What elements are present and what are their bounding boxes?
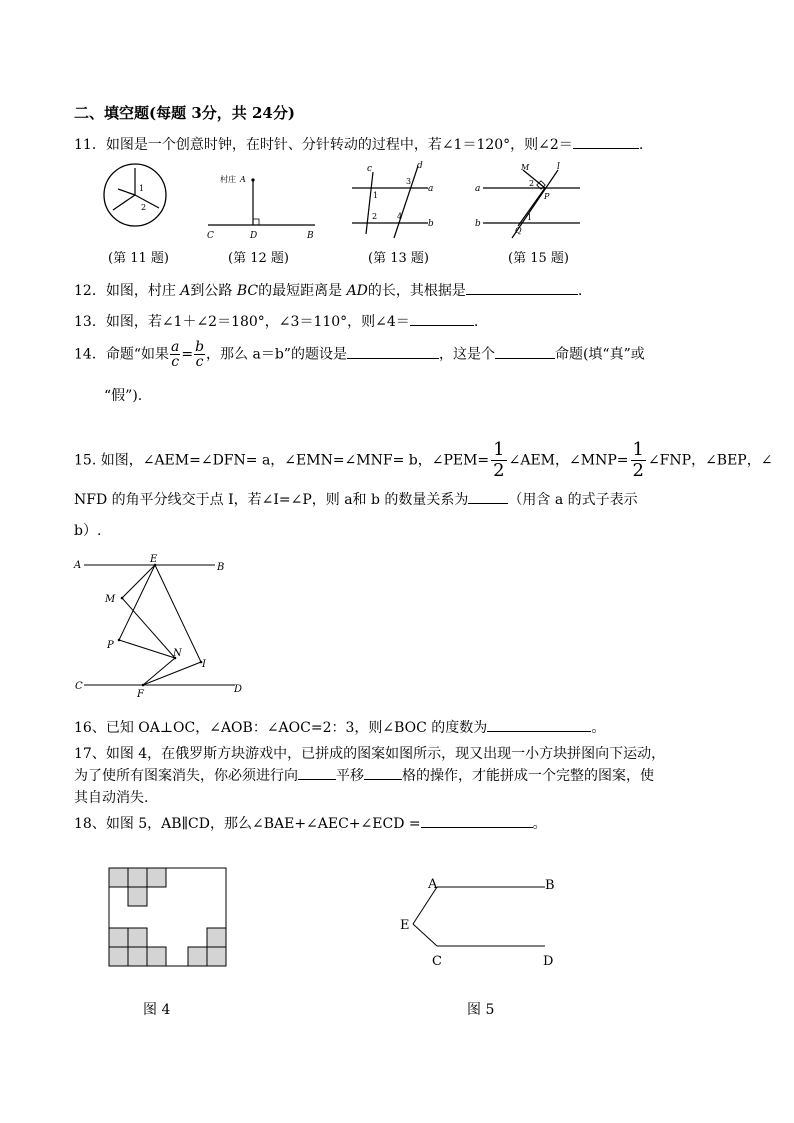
fig5-label-C: C (432, 954, 442, 969)
q17-line2a: 为了使所有图案消失，你必须进行向 (74, 768, 298, 784)
q11-answer-blank[interactable] (573, 134, 639, 149)
question-14 (74, 340, 645, 369)
fig5-label-D: D (543, 954, 554, 969)
question-11 (74, 134, 643, 154)
question-13 (74, 311, 478, 331)
q14-equals: = (181, 346, 194, 363)
q12-road-BC: BC (236, 283, 259, 299)
fig13-label-a: a (428, 184, 434, 194)
q15-line1c: ∠FNP，∠BEP，∠ (647, 452, 773, 469)
fig13-label-c: c (367, 164, 373, 174)
fig11-caption: (第 11 题) (108, 251, 169, 266)
fig12-label-C: C (207, 231, 214, 241)
fig13-label-3: 3 (406, 177, 412, 186)
fig13-label-4: 4 (397, 212, 403, 221)
fig15-caption: (第 15 题) (508, 251, 569, 266)
question-12 (74, 280, 582, 300)
question-17-line1: 17、如图 4，在俄罗斯方块游戏中，已拼成的图案如图所示，现又出现一小方块拼图向下运动， (74, 746, 666, 762)
fig12-village: 村庄 (220, 175, 236, 184)
clock-figure (104, 164, 166, 226)
fig13-caption: (第 13 题) (368, 251, 429, 266)
q15-line1a: 15. 如图，∠AEM=∠DFN= a，∠EMN=∠MNF= b，∠PEM= (74, 452, 490, 469)
q15fig-label-M: M (105, 594, 116, 605)
q15fig-label-B: B (217, 562, 225, 573)
fig5-label-E: E (400, 918, 410, 933)
q15fig-label-P: P (107, 640, 114, 651)
q16-text: 16、已知 OA⊥OC，∠AOB：∠AOC=2：3，则∠BOC 的度数为 (74, 720, 488, 736)
q15fig-label-E: E (150, 554, 158, 565)
q18-end: 。 (532, 816, 547, 832)
fig11-label-1: 1 (139, 184, 145, 193)
q15-answer-blank[interactable] (468, 489, 508, 504)
fig12-caption: (第 12 题) (228, 251, 289, 266)
fig15-label-1: 1 (527, 213, 533, 222)
fig15-label-P: P (544, 192, 550, 201)
q11-end: . (638, 137, 644, 153)
q16-end: 。 (591, 720, 606, 736)
q12-pre: 12．如图，村庄 (74, 283, 181, 299)
q18-text: 18、如图 5，AB∥CD，那么∠BAE+∠AEC+∠ECD = (74, 816, 421, 832)
parallel-figure-5 (395, 872, 565, 972)
fig15-label-l: l (557, 162, 560, 172)
fig12-label-D: D (250, 231, 258, 241)
q15-line1b: ∠AEM，∠MNP= (508, 452, 629, 469)
q14-line2: “假”). (104, 388, 143, 404)
q17-direction-blank[interactable] (298, 765, 336, 780)
q15-line2b: （用含 a 的式子表示 (508, 492, 638, 508)
q12-answer-blank[interactable] (466, 280, 578, 295)
q17-count-blank[interactable] (364, 765, 402, 780)
fig15-label-2: 2 (529, 179, 535, 188)
q13-text: 13．如图，若∠1＋∠2＝180°，∠3＝110°，则∠4＝ (74, 314, 410, 330)
fig13-label-b: b (428, 219, 434, 229)
question-16 (74, 717, 605, 737)
q14-fraction-a-over-c: $\frac{a}{c}$ (170, 339, 180, 370)
fig13-label-d: d (417, 161, 423, 171)
fig5-label-B: B (545, 878, 555, 893)
fig15-label-M: M (521, 163, 530, 172)
q15-half-1: $\frac{1}{2}$ (493, 439, 505, 481)
fig11-label-2: 2 (141, 203, 147, 212)
q14-mid: ，那么 a＝b”的题设是 (206, 346, 347, 363)
q12-post: 的长，其根据是 (367, 283, 466, 299)
parallel-lines-figure-15 (475, 162, 580, 238)
q16-answer-blank[interactable] (487, 717, 591, 732)
q13-end: . (473, 314, 479, 330)
figures-row-top (90, 158, 610, 270)
q15-half-2: $\frac{1}{2}$ (632, 439, 644, 481)
q12-point-A: A (180, 283, 191, 299)
fig5-label-A: A (428, 877, 438, 892)
fig15-label-a: a (475, 184, 481, 194)
q15-angle-figure (70, 552, 260, 702)
fig4-caption: 图 4 (143, 1002, 171, 1018)
q15fig-label-N: N (173, 648, 182, 659)
q15fig-label-D: D (234, 684, 243, 695)
q12-mid2: 的最短距离是 (258, 283, 347, 299)
fig12-label-A: A (240, 175, 246, 184)
q12-end: . (577, 283, 583, 299)
q11-text: 11．如图是一个创意时钟，在时针、分针转动的过程中，若∠1＝120°，则∠2＝ (74, 137, 573, 153)
question-17-line2 (74, 765, 654, 785)
q17-line2c: 格的操作，才能拼成一个完整的图案，使 (402, 768, 654, 784)
q12-segment-AD: AD (346, 283, 368, 299)
question-15-line2 (74, 489, 638, 509)
q14-hypothesis-blank[interactable] (347, 344, 439, 359)
q14-truth-blank[interactable] (495, 344, 555, 359)
fig15-label-b: b (475, 219, 481, 229)
q15fig-label-C: C (75, 681, 83, 692)
fig15-label-Q: Q (515, 226, 522, 235)
q14-mid2: ，这是个 (438, 346, 495, 363)
village-road-figure (207, 174, 315, 241)
q17-line2b: 平移 (336, 768, 364, 784)
section-title: 二、填空题(每题 3分，共 24分) (74, 104, 295, 122)
q15fig-label-A: A (74, 560, 82, 571)
tetris-figure-4 (108, 867, 228, 969)
q14-pre: 14．命题“如果 (74, 346, 169, 363)
q15fig-label-F: F (137, 689, 144, 700)
question-17-line3: 其自动消失. (74, 790, 149, 806)
fig13-label-2: 2 (372, 212, 378, 221)
q14-fraction-b-over-c: $\frac{b}{c}$ (195, 339, 205, 370)
q13-answer-blank[interactable] (410, 311, 474, 326)
q12-mid1: 到公路 (190, 283, 237, 299)
q15fig-label-I: I (202, 659, 206, 670)
fig13-label-1: 1 (373, 191, 379, 200)
question-15-line3: b）. (74, 523, 102, 539)
question-15-line1 (74, 440, 772, 481)
fig12-label-B: B (307, 231, 314, 241)
fig5-caption: 图 5 (467, 1002, 495, 1018)
q14-post: 命题(填“真”或 (554, 346, 645, 363)
question-18 (74, 813, 547, 833)
q15-line2: NFD 的角平分线交于点 I，若∠I=∠P，则 a和 b 的数量关系为 (74, 492, 469, 508)
parallel-lines-figure-13 (352, 161, 434, 238)
q18-answer-blank[interactable] (421, 813, 533, 828)
